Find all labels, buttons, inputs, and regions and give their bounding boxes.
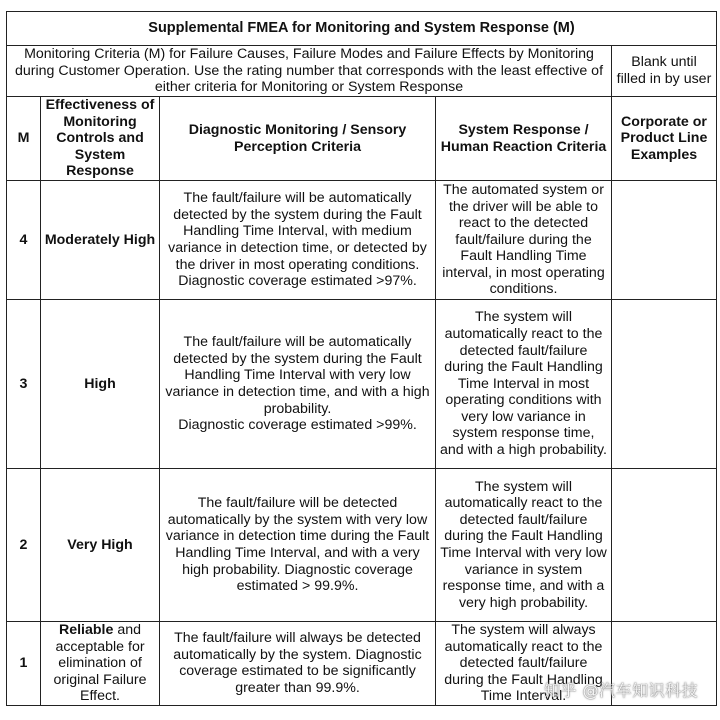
table-row	[7, 181, 717, 300]
examples-cell	[612, 469, 717, 622]
header-system-response: System Response / Human Reaction Criteria	[436, 97, 612, 181]
examples-cell	[612, 300, 717, 469]
diagnostic-text: The fault/failure will be automatically detected by the system during the Fault Handling Time Interval with very low variance in detection time, and with a high probability.	[165, 334, 430, 417]
header-diagnostic: Diagnostic Monitoring / Sensory Perception Criteria	[160, 97, 436, 181]
title-row	[7, 12, 717, 46]
effectiveness-cell: Very High	[41, 469, 160, 622]
effectiveness-cell: Moderately High	[41, 181, 160, 300]
table-row	[7, 300, 717, 469]
fmea-monitoring-table	[6, 11, 717, 706]
table-title: Supplemental FMEA for Monitoring and System Response (M)	[7, 12, 717, 46]
watermark: 知乎 @汽车知识科技	[544, 681, 699, 700]
effectiveness-cell	[41, 622, 160, 706]
response-cell: The automated system or the driver will be able to react to the detected fault/failure during the Fault Handling Time interval, in most operating conditions.	[436, 181, 612, 300]
header-corporate-examples: Corporate or Product Line Examples	[612, 97, 717, 181]
diagnostic-cell: The fault/failure will be detected automatically by the system with very low variance in detection time during the Fault Handling Time Interval, and with a very high probability. Diagnostic coverage estimated > 99.9%.	[160, 469, 436, 622]
table-row	[7, 469, 717, 622]
intro-row	[7, 46, 717, 97]
effectiveness-cell: High	[41, 300, 160, 469]
effectiveness-rest-text: and acceptable for elimination of original Failure Effect.	[53, 622, 147, 705]
header-effectiveness: Effectiveness of Monitoring Controls and System Response	[41, 97, 160, 181]
diagnostic-cell: The fault/failure will be automatically detected by the system during the Fault Handling Time Interval, with medium variance in detection time, or detected by the driver in most operating conditions. Diagnostic coverage estimated >97%.	[160, 181, 436, 300]
diagnostic-cell	[160, 300, 436, 469]
effectiveness-bold-text: Reliable	[58, 622, 114, 638]
rating-cell: 1	[7, 622, 41, 706]
response-cell: The system will always automatically react to the detected fault/failure during the Fault Handling Time Interval.	[436, 622, 612, 706]
examples-cell	[612, 181, 717, 300]
diagnostic-coverage-text: Diagnostic coverage estimated >99%.	[178, 417, 417, 434]
intro-text: Monitoring Criteria (M) for Failure Causes, Failure Modes and Failure Effects by Monitoring during Customer Operation. Use the rating number that corresponds with the least effective of either criteria for Monitoring or System Response	[7, 46, 612, 97]
response-cell: The system will automatically react to the detected fault/failure during the Fault Handling Time Interval with very low variance in system response time, and with a very high probability.	[436, 469, 612, 622]
fmea-table-container	[6, 11, 716, 706]
diagnostic-cell: The fault/failure will always be detected automatically by the system. Diagnostic coverage estimated to be significantly greater than 99.9%.	[160, 622, 436, 706]
response-cell: The system will automatically react to the detected fault/failure during the Fault Handling Time Interval in most operating conditions with very low variance in system response time, and with a high probability.	[436, 300, 612, 469]
blank-note: Blank until filled in by user	[612, 46, 717, 97]
rating-cell: 4	[7, 181, 41, 300]
rating-cell: 3	[7, 300, 41, 469]
header-m: M	[7, 97, 41, 181]
header-row	[7, 97, 717, 181]
rating-cell: 2	[7, 469, 41, 622]
